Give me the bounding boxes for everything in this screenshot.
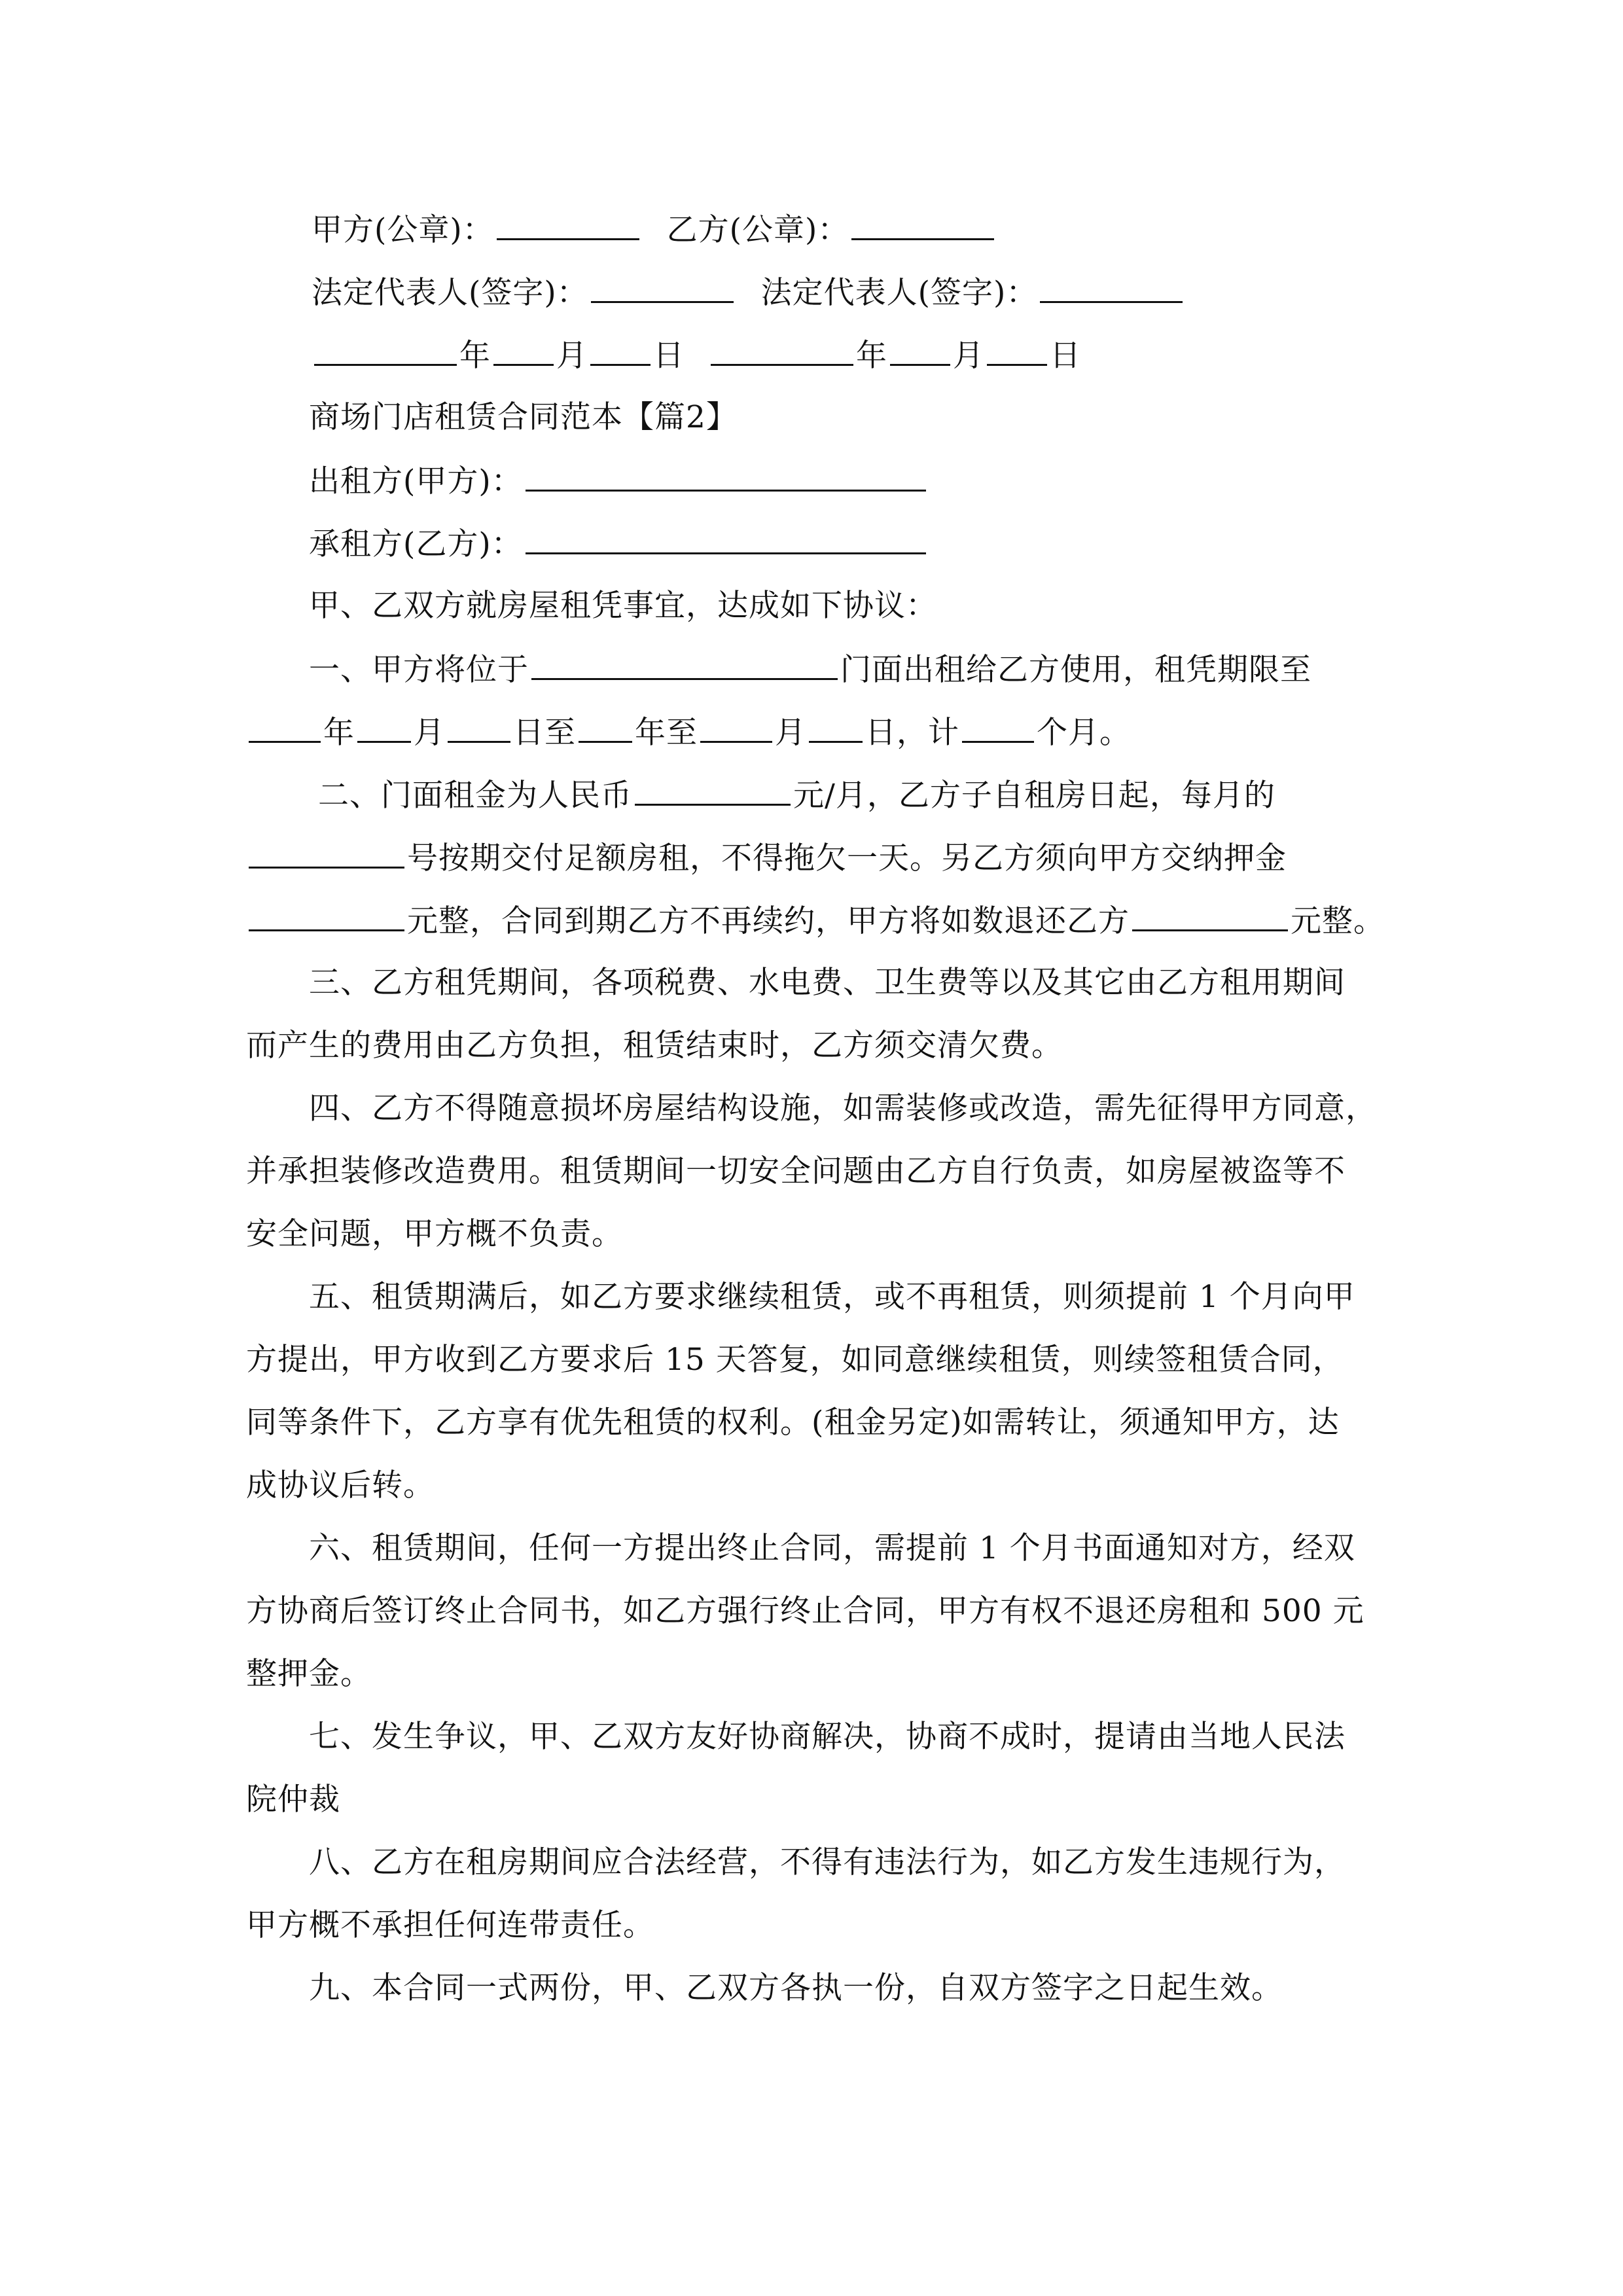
lessee-line (309, 524, 1440, 563)
c1-blank-2 (357, 712, 411, 743)
clause1-location-blank (531, 649, 838, 680)
date-a-month-blank (493, 335, 554, 366)
c1-day-to: 日至 (513, 715, 576, 751)
clause2-line1 (318, 775, 1440, 814)
c1-blank-6 (809, 712, 863, 743)
date-b-month-blank (890, 335, 950, 366)
c1-blank-7 (962, 712, 1034, 743)
c1-month: 月 (414, 715, 445, 751)
clause3 (246, 963, 1440, 1066)
date-line (312, 335, 1440, 374)
seal-line (312, 209, 1440, 249)
clause7-line1: 七、发生争议，甲、乙双方友好协商解决，协商不成时，提请由当地人民法 (309, 1719, 1346, 1755)
clause3-line1: 三、乙方租凭期间，各项税费、水电费、卫生费等以及其它由乙方租用期间 (309, 965, 1346, 1001)
lessor-label: 出租方(甲方)： (309, 463, 523, 499)
date-b-year: 年 (855, 338, 887, 374)
legal-rep-b-label: 法定代表人(签字)： (760, 275, 1038, 311)
party-a-seal-label: 甲方(公章)： (312, 212, 494, 248)
legal-rep-line (312, 272, 1440, 312)
c1-year: 年 (323, 715, 355, 751)
intro: 甲、乙双方就房屋租凭事宜，达成如下协议： (309, 588, 937, 624)
c1-blank-5 (700, 712, 772, 743)
c1-year-to: 年至 (635, 715, 698, 751)
c1-blank-1 (249, 712, 321, 743)
clause4-line3: 安全问题，甲方概不负责。 (246, 1216, 623, 1252)
date-a-month: 月 (556, 338, 588, 374)
date-b-year-blank (711, 335, 853, 366)
clause7 (246, 1717, 1440, 1820)
party-b-seal-blank (851, 209, 994, 240)
clause4-line2: 并承担装修改造费用。租赁期间一切安全问题由乙方自行负责，如房屋被盗等不 (246, 1153, 1346, 1189)
rent-blank (635, 775, 791, 806)
clause5 (246, 1278, 1440, 1505)
lessee-blank (526, 524, 926, 554)
clause8-line2: 甲方概不承担任何连带责任。 (246, 1907, 654, 1943)
clause2-text-e: 元整。 (1291, 903, 1385, 939)
clause1-text-a: 一、甲方将位于 (309, 652, 529, 688)
clause5-line1: 五、租赁期满后，如乙方要求继续租赁，或不再租赁，则须提前 1 个月向甲 (309, 1279, 1355, 1315)
clause5-line4: 成协议后转。 (246, 1467, 435, 1503)
date-a-day-blank (590, 335, 651, 366)
party-b-seal-label: 乙方(公章)： (666, 212, 849, 248)
lessor-blank (526, 461, 926, 492)
clause1-line1 (309, 649, 1440, 689)
clause8 (246, 1843, 1440, 1945)
legal-rep-b-blank (1040, 272, 1183, 303)
clause6-line2: 方协商后签订终止合同书，如乙方强行终止合同，甲方有权不退还房租和 500 元 (246, 1593, 1364, 1629)
date-b-day-blank (987, 335, 1047, 366)
clause2-text-a: 二、门面租金为人民币 (318, 778, 632, 814)
deposit-blank (249, 901, 404, 931)
clause5-line3: 同等条件下，乙方享有优先租赁的权利。(租金另定)如需转让，须通知甲方，达 (246, 1405, 1340, 1441)
date-a-day: 日 (653, 338, 685, 374)
clause6-line3: 整押金。 (246, 1656, 372, 1692)
c1-day-comma: 日，计 (865, 715, 959, 751)
date-a-year: 年 (459, 338, 491, 374)
clause6 (246, 1529, 1440, 1694)
refund-blank (1132, 901, 1288, 931)
clause5-line2: 方提出，甲方收到乙方要求后 15 天答复，如同意继续租赁，则续签租赁合同， (246, 1342, 1344, 1378)
clause9: 九、本合同一式两份，甲、乙双方各执一份，自双方签字之日起生效。 (309, 1970, 1283, 2006)
date-a-year-blank (314, 335, 457, 366)
pay-day-blank (249, 838, 404, 869)
legal-rep-a-blank (591, 272, 734, 303)
clause1-text-b: 门面出租给乙方使用，租凭期限至 (840, 652, 1311, 688)
c1-blank-3 (448, 712, 510, 743)
clause2-text-d: 元整，合同到期乙方不再续约，甲方将如数退还乙方 (407, 903, 1130, 939)
clause4 (246, 1089, 1440, 1254)
date-b-day: 日 (1049, 338, 1081, 374)
lessor-line (309, 461, 1440, 500)
party-a-seal-blank (497, 209, 639, 240)
clause6-line1: 六、租赁期间，任何一方提出终止合同，需提前 1 个月书面通知对方，经双 (309, 1530, 1355, 1566)
clause4-line1: 四、乙方不得随意损坏房屋结构设施，如需装修或改造，需先征得甲方同意， (309, 1090, 1377, 1126)
clause2-text-c: 号按期交付足额房租，不得拖欠一天。另乙方须向甲方交纳押金 (407, 840, 1287, 876)
clause2-text-b: 元/月，乙方子自租房日起，每月的 (793, 778, 1275, 814)
clause3-line2: 而产生的费用由乙方负担，租赁结束时，乙方须交清欠费。 (246, 1028, 1063, 1064)
clause8-line1: 八、乙方在租房期间应合法经营，不得有违法行为，如乙方发生违规行为， (309, 1844, 1346, 1880)
c1-blank-4 (579, 712, 632, 743)
clause2-line3 (246, 901, 1440, 940)
clause2-line2 (246, 838, 1440, 877)
date-b-month: 月 (952, 338, 984, 374)
clause1-line2 (246, 712, 1440, 751)
clause7-line2: 院仲裁 (246, 1782, 340, 1818)
section-title: 商场门店租赁合同范本【篇2】 (309, 399, 738, 435)
c1-months-end: 个月。 (1037, 715, 1131, 751)
legal-rep-a-label: 法定代表人(签字)： (312, 275, 588, 311)
lessee-label: 承租方(乙方)： (309, 526, 523, 562)
c1-month2: 月 (775, 715, 806, 751)
